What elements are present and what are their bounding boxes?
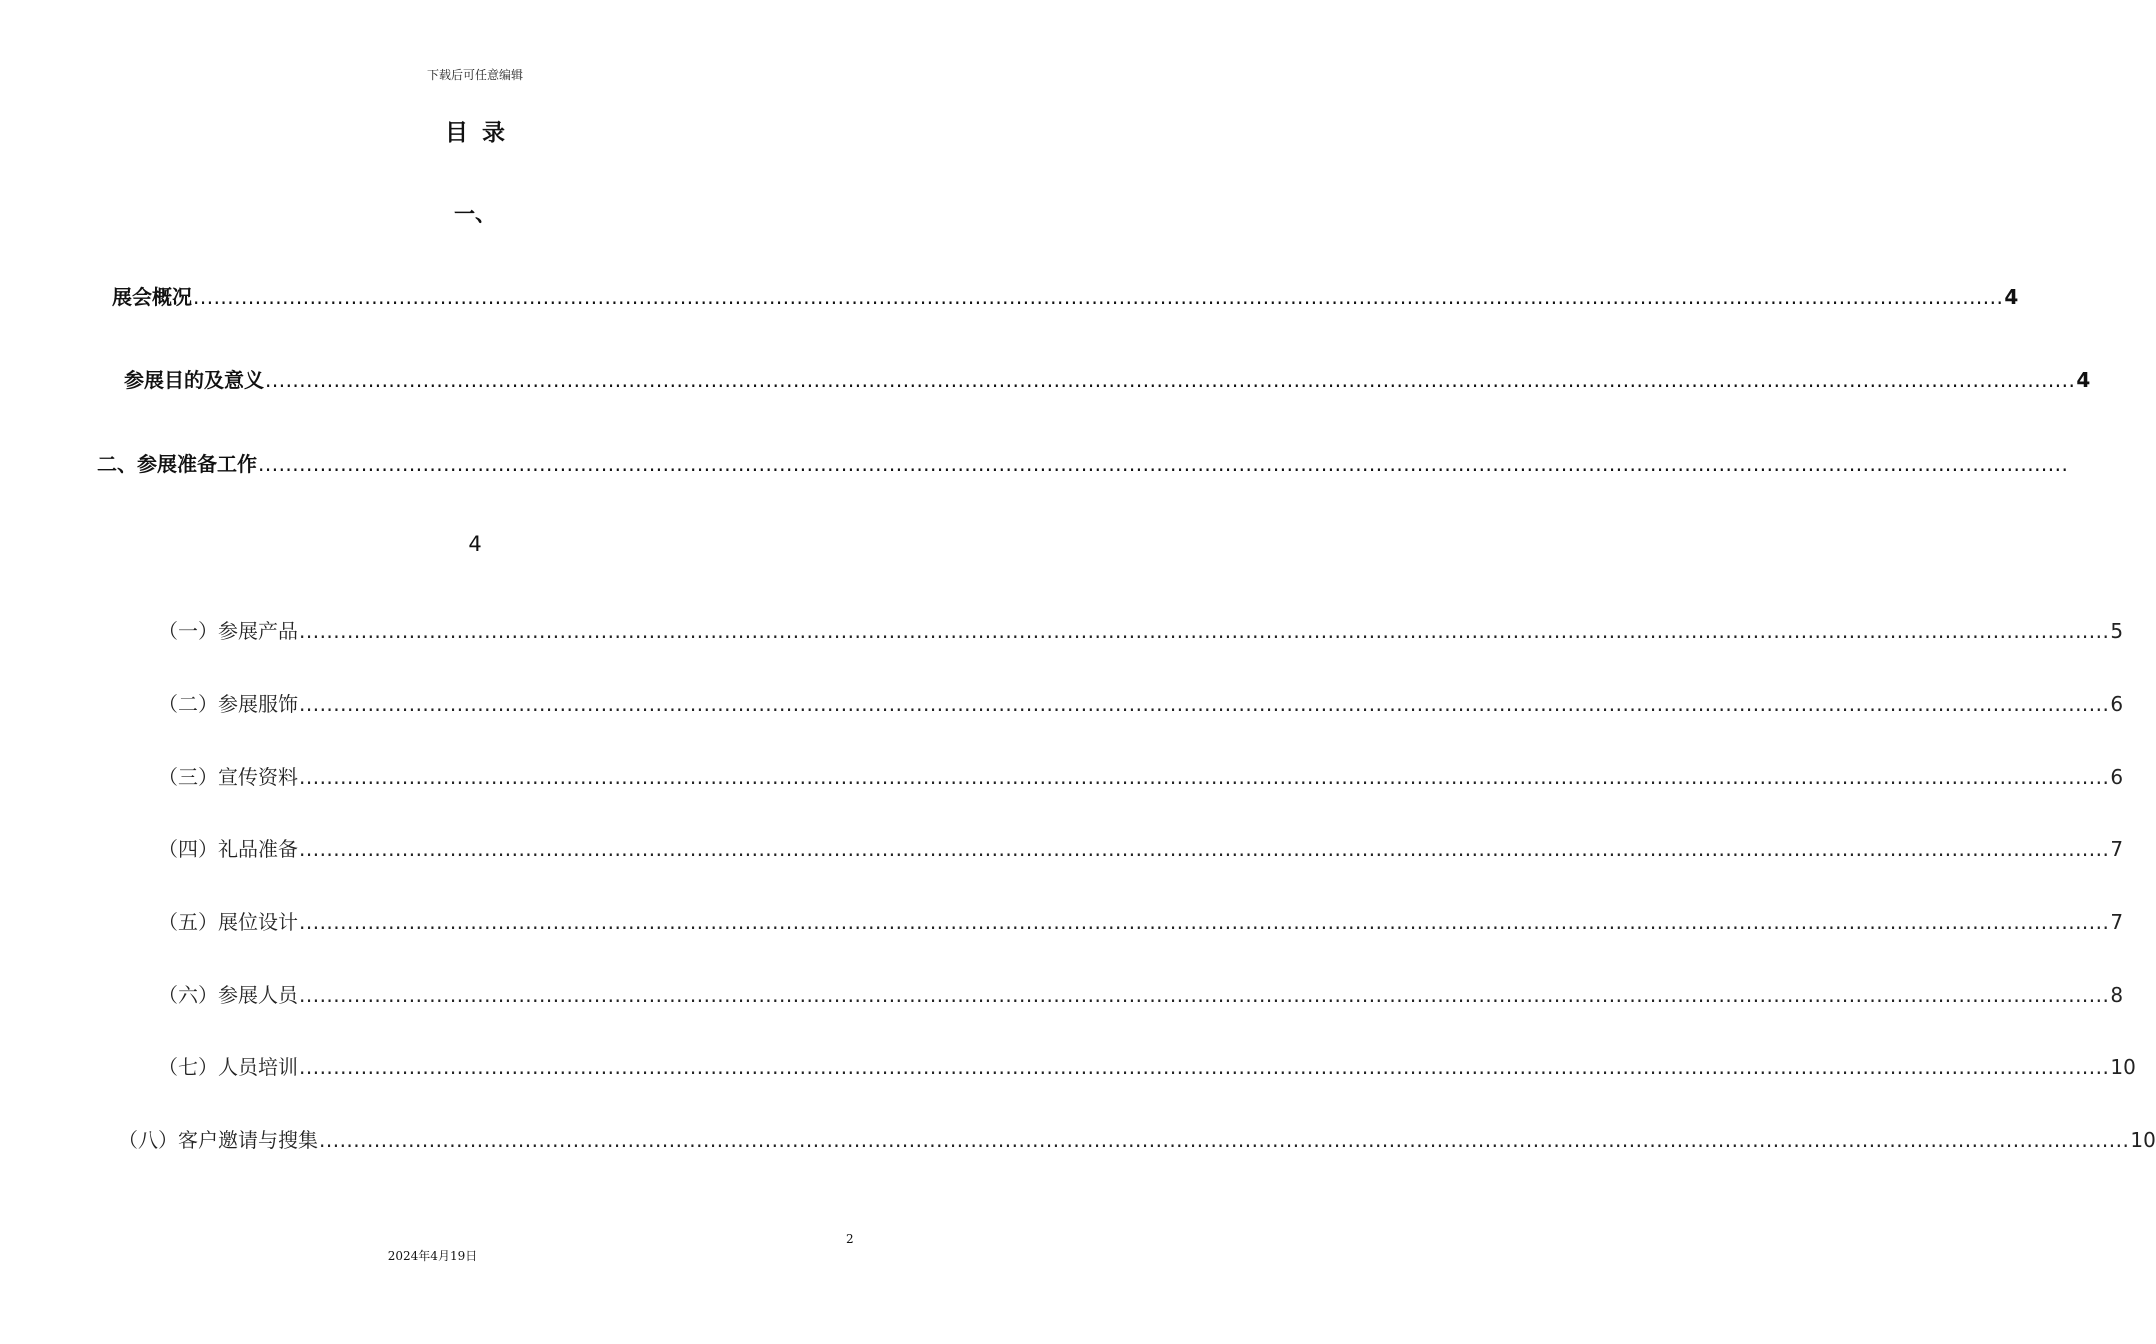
toc-entry-client-invitation[interactable] xyxy=(118,1124,2156,1153)
toc-entry-label: 展会概况 xyxy=(112,285,192,309)
dot-leader: ........................................................................................................................................................................................................................................................................ xyxy=(193,285,2004,309)
dot-leader: ........................................................................................................................................................................................................................................................................ xyxy=(299,983,2110,1007)
toc-entry-exhibition-overview[interactable] xyxy=(112,281,2019,310)
toc-preparation-page: 4 xyxy=(468,532,482,556)
toc-entry-label: （三）宣传资料 xyxy=(158,765,298,789)
toc-entry-page: 4 xyxy=(2076,368,2091,392)
toc-entry-page: 10 xyxy=(2130,1128,2156,1152)
dot-leader: ........................................................................................................................................................................................................................................................................ xyxy=(319,1128,2130,1152)
toc-entry-products[interactable] xyxy=(158,615,2124,644)
dot-leader: ........................................................................................................................................................................................................................................................................ xyxy=(299,692,2110,716)
toc-entry-page: 8 xyxy=(2110,983,2124,1007)
toc-entry-page: 7 xyxy=(2110,837,2124,861)
page-number: 2 xyxy=(846,1232,854,1246)
footer-date: 2024年4月19日 xyxy=(387,1249,478,1263)
toc-entry-label: 参展目的及意义 xyxy=(124,368,264,392)
toc-entry-booth-design[interactable] xyxy=(158,906,2124,935)
toc-entry-promo-materials[interactable] xyxy=(158,761,2124,790)
dot-leader: ........................................................................................................................................................................................................................................................................ xyxy=(299,1055,2110,1079)
toc-entry-page: 6 xyxy=(2110,692,2124,716)
toc-entry-label: （七）人员培训 xyxy=(158,1055,298,1079)
toc-entry-label: （一）参展产品 xyxy=(158,619,298,643)
toc-entry-gifts[interactable] xyxy=(158,833,2124,862)
dot-leader: ........................................................................................................................................................................................................................................................................ xyxy=(265,368,2076,392)
toc-entry-preparation[interactable] xyxy=(97,448,2069,477)
page-title: 目录 xyxy=(445,120,519,146)
toc-entry-page: 6 xyxy=(2110,765,2124,789)
toc-entry-label: 二、参展准备工作 xyxy=(97,452,257,476)
toc-entry-page: 5 xyxy=(2110,619,2124,643)
header-note: 下载后可任意编辑 xyxy=(426,68,523,82)
toc-section-one-label: 一、 xyxy=(454,202,496,226)
dot-leader: ........................................................................................................................................................................................................................................................................ xyxy=(299,837,2110,861)
toc-entry-purpose[interactable] xyxy=(124,364,2091,393)
toc-entry-label: （六）参展人员 xyxy=(158,983,298,1007)
toc-entry-page: 7 xyxy=(2110,910,2124,934)
toc-entry-label: （八）客户邀请与搜集 xyxy=(118,1128,318,1152)
toc-entry-label: （四）礼品准备 xyxy=(158,837,298,861)
toc-entry-label: （五）展位设计 xyxy=(158,910,298,934)
dot-leader: ........................................................................................................................................................................................................................................................................ xyxy=(258,452,2069,476)
dot-leader: ........................................................................................................................................................................................................................................................................ xyxy=(299,910,2110,934)
dot-leader: ........................................................................................................................................................................................................................................................................ xyxy=(299,765,2110,789)
toc-entry-staff[interactable] xyxy=(158,979,2124,1008)
toc-entry-staff-training[interactable] xyxy=(158,1051,2136,1080)
toc-entry-page: 4 xyxy=(2004,285,2019,309)
toc-entry-attire[interactable] xyxy=(158,688,2124,717)
dot-leader: ........................................................................................................................................................................................................................................................................ xyxy=(299,619,2110,643)
toc-entry-page: 10 xyxy=(2110,1055,2136,1079)
toc-entry-label: （二）参展服饰 xyxy=(158,692,298,716)
